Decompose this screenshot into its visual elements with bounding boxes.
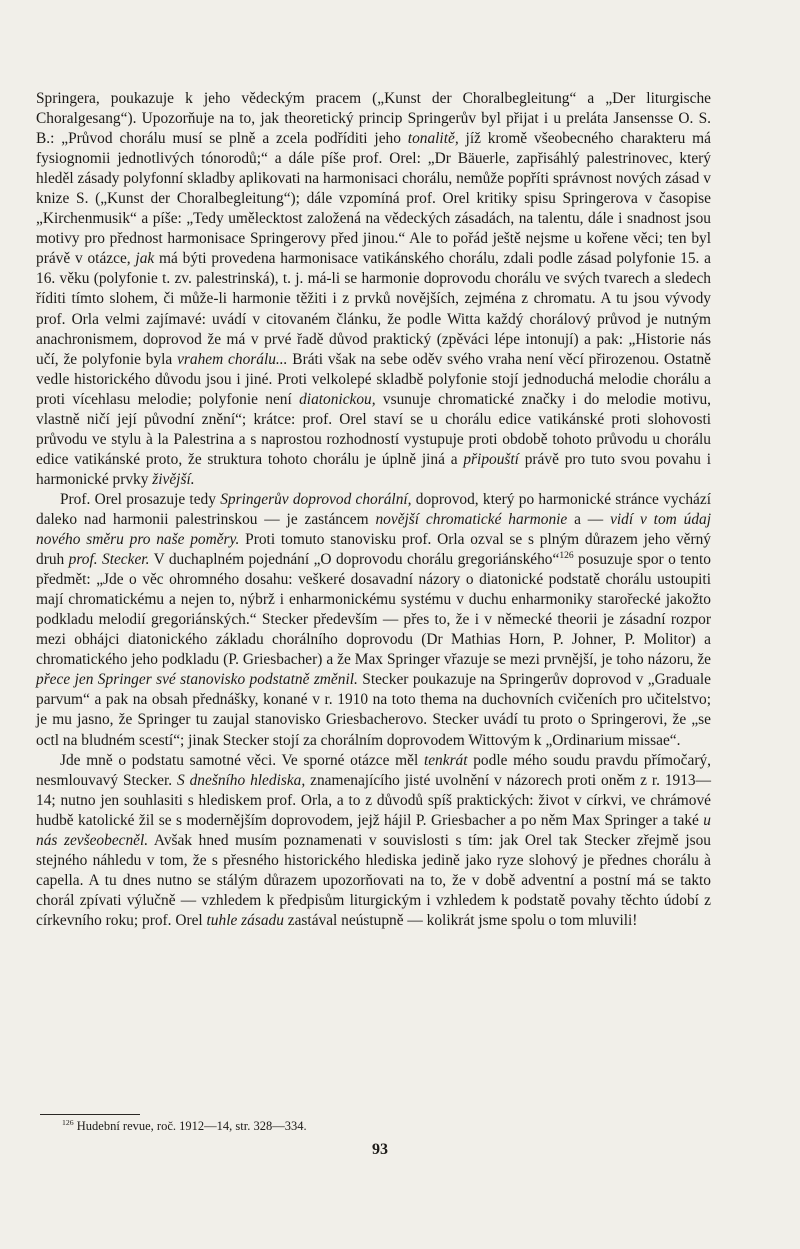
text-run: znamenajícího jisté uvolnění v názorech proti oněm z r. 1913—14; nutno jen souhlasiti s hlediskem prof. Orla, a to z důvodů spíš praktických: život v církvi, ve chrámové hudbě katolické žil se s modernějším doprovodem, jejž hájil P. Griesbacher a po něm Max Springer a také (36, 771, 712, 829)
text-run: podle mého soudu pravdu přímočarý, nesmlouvavý Stecker. (36, 751, 711, 789)
text-run: jíž kromě všeobecného charakteru má fysiognomii jednotlivých tónorodů;“ a dále píše prof. Orel: „Dr Bäuerle, zapřisáhlý palestrinovec, který hleděl zásady polyfonní skladby aplikovati na harmonisaci chorálu, nemůže popříti správnost nových zásad v knize S. („Kunst der Choralbegleitung“); dále vzpomíná prof. Orel kritiky spisu Springerova v časopise „Kirchenmusik“ a píše: „Tedy umělecktost založená na vědeckých zásadách, na talentu, dále i snadnost jsou motivy pro přednost harmonisace Springerovy před jinou.“ Ale to pořád ještě nejsme u kořene věci; ten byl právě v otázce, (36, 130, 711, 268)
text-run: a — (567, 510, 611, 528)
footnote-divider (40, 1114, 140, 1115)
text-run: V duchaplném pojednání „O doprovodu chorálu gregoriánského“ (149, 551, 560, 569)
emphasis-text: u nás zevšeobecněl. (36, 811, 711, 849)
footnote (62, 1118, 702, 1134)
text-run: Avšak hned musím poznamenati v souvislosti s tím: jak Orel tak Stecker zřejmě jsou stejného náhledu v tom, že s přesného historického hlediska jedině jako ryze slohový je přednes chorálu à capella. A tu dnes nutno se stálým důrazem upozorňovati na to, že v době adventní a postní má se takto chorál zpívati výlučně — vzhledem k předpisům liturgickým i vzhledem k podstatě povahy těchto údobí z církevního roku; prof. Orel (36, 831, 711, 929)
text-run: Stecker poukazuje na Springerův doprovod v „Graduale parvum“ a pak na obsah přednášky, konané v r. 1910 na toto thema na duchovních cvičeních pro učitelstvo; je mu jasno, že Springer tu zaujal stanovisko Griesbacherovo. Stecker uvádí tu proto o Springerovi, že „se octl na bludném scestí“; jinak Stecker stojí za chorálním doprovodem Wittovým k „Ordinarium missae“. (36, 671, 711, 749)
emphasis-text: tuhle zásadu (206, 911, 284, 929)
emphasis-text: vidí v tom údaj nového směru pro naše poměry. (36, 510, 711, 549)
text-run: Prof. Orel prosazuje tedy (60, 490, 221, 508)
text-run: Proti tomuto stanovisku prof. Orla ozval se s plným důrazem jeho věrný druh (36, 531, 711, 569)
emphasis-text: vrahem chorálu... (177, 350, 288, 368)
text-run: posuzuje spor o tento předmět: „Jde o věc ohromného dosahu: veškeré dosavadní názory o diatonické podstatě chorálu ustoupiti mají chromatickému a nejen to, nýbrž i enharmonickému systému v duchu enharmoniky starořecké jakožto podkladu melodií gregoriánských.“ Stecker především — přes to, že i v německé theorii je zásadní rozpor mezi obhájci diatonického základu chorálního doprovodu (Dr Mathias Horn, P. Johner, P. Molitor) a chromatického jeho podkladu (P. Griesbacher) a že Max Springer vřazuje se mezi prvnější, je toho názoru, že (36, 551, 711, 669)
text-run: vsunuje chromatické značky i do melodie motivu, vlastně ničí její původní znění“; krátce: prof. Orel staví se u chorálu edice vatikánské proti slohovosti průvodu ve stylu à la Palestrina a s naprostou rozhodností vystupuje proti obdobě tohoto průvodu u chorálu edice vatikánské proto, že struktura tohoto chorálu je úplně jiná a (36, 390, 712, 468)
emphasis-text: přece jen Springer své stanovisko podstatně změnil. (36, 671, 358, 689)
paragraph-1 (36, 89, 711, 490)
text-run: právě pro tuto svou povahu i harmonické prvky (36, 450, 711, 488)
emphasis-text: prof. Stecker. (68, 551, 150, 569)
emphasis-text: S dnešního hlediska, (177, 771, 306, 789)
footnote-number: 126 (62, 1117, 74, 1127)
page-number: 93 (372, 1141, 388, 1158)
text-run: doprovod, který po harmonické stránce vychází daleko nad harmonii palestrinskou — je zastáncem (36, 490, 711, 528)
text-run: má býti provedena harmonisace vatikánského chorálu, zdali podle zásad polyfonie 15. a 16. věku (polyfonie t. zv. palestrinská), t. j. má-li se harmonie doprovodu chorálu ve svých tvarech a sledech říditi tímto slohem, či může-li harmonie těžiti i z prvků novějších, zejména z chromatu. A tu jsou vývody prof. Orla velmi zajímavé: uvádí v citovaném článku, že podle Witta každý chorálový průvod je nutným anachronismem, doprovod že má v prvé řadě důvod praktický (zpěváci lépe intonují) a pak: „Historie nás učí, že polyfonie byla (36, 250, 711, 368)
body-text (36, 89, 711, 931)
text-run: Bráti však na sebe oděv svého vraha není věcí přirozenou. Ostatně vedle historického důvodu jsou i jiné. Proti velkolepé skladbě polyfonie stojí jednoduchá melodie chorálu a proti vícehlasu melodie; polyfonie není (36, 350, 712, 408)
emphasis-text: jak (135, 250, 155, 268)
text-run: Jde mně o podstatu samotné věci. Ve sporné otázce měl (60, 751, 424, 769)
emphasis-text: připouští (463, 450, 519, 468)
paragraph-2 (36, 490, 711, 751)
footnote-text: Hudební revue, roč. 1912—14, str. 328—334. (76, 1119, 307, 1133)
paragraph-3 (36, 751, 711, 931)
text-run: zastával neústupně — kolikrát jsme spolu o tom mluvili! (283, 911, 638, 929)
emphasis-text: živější. (152, 470, 195, 488)
emphasis-text: tenkrát (423, 751, 468, 769)
text-run: Springera, poukazuje k jeho vědeckým pracem („Kunst der Choralbegleitung“ a „Der liturgische Choralgesang“). Upozorňuje na to, jak theoretický princip Springerův byl přijat i u preláta Jansensse O. S. B.: „Průvod chorálu musí se plně a zcela podříditi jeho (36, 90, 711, 148)
emphasis-text: Springerův doprovod chorální, (220, 490, 412, 508)
emphasis-text: tonalitě, (407, 130, 459, 148)
emphasis-text: novější chromatické harmonie (375, 510, 568, 528)
footnote-reference: 126 (559, 549, 574, 561)
emphasis-text: diatonickou, (299, 390, 376, 408)
